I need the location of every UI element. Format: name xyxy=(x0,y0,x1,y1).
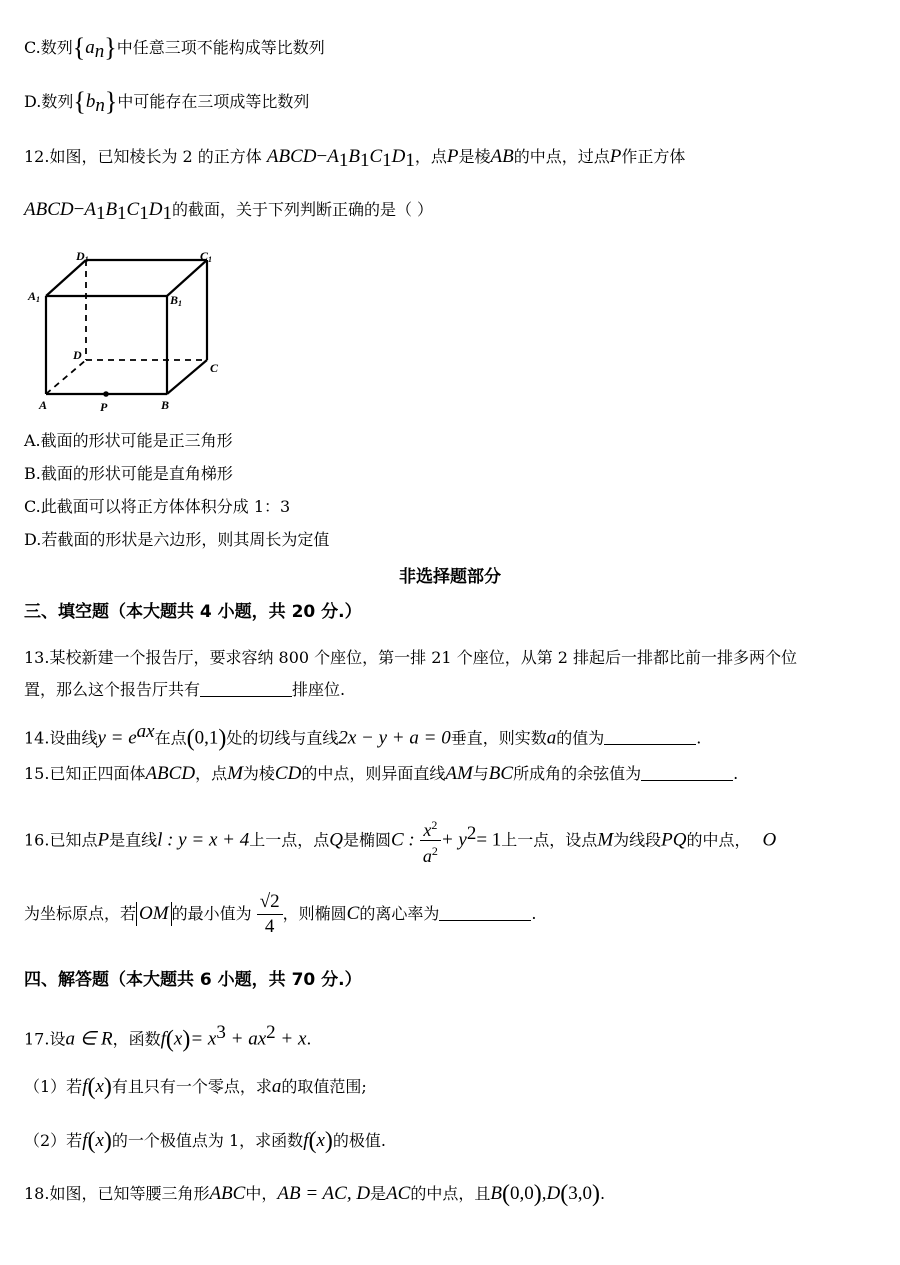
edge-a-d-hidden xyxy=(46,360,86,394)
q17-stem: 17.设a ∈ R，函数$f(x)= x^3 + ax^2 + x$. xyxy=(24,1022,312,1053)
label-a1: A1 xyxy=(28,289,41,304)
part4-heading: 四、解答题（本大题共 6 小题，共 70 分.） xyxy=(24,970,362,990)
q16-ellipse-fraction: $\frac{x^2}{a^2}$ xyxy=(420,815,441,866)
label-a: A xyxy=(39,398,48,412)
label-c: C xyxy=(210,361,219,375)
q16-line-2: 为坐标原点，若 OM 的最小值为 $\frac{√2}{4}$ ，则椭圆C的离心率为 . xyxy=(24,891,537,937)
q14-answer-blank[interactable] xyxy=(604,728,696,745)
q15-line: 15.已知正四面体ABCD，点M为棱CD的中点，则异面直线AM与BC所成角的余弦值为 . xyxy=(24,763,739,784)
edge-a1-d1 xyxy=(46,260,86,296)
q16-line-1: 16.已知点P是直线l : y = x + 4上一点，点Q是椭圆C : $\frac{x^2}{a^2}$ + $y^2= 1$上一点，设点M为线段PQ的中点， O xyxy=(24,812,776,856)
q11-option-d: D.数列$\{b_n\}$中可能存在三项成等比数列 xyxy=(24,87,310,117)
q12-option-d: D.若截面的形状是六边形，则其周长为定值 xyxy=(24,530,330,549)
q13-line-1: 13.某校新建一个报告厅，要求容纳 800 个座位，第一排 21 个座位，从第 2 排起后一排都比前一排多两个位 xyxy=(24,648,798,667)
label-b: B xyxy=(161,398,170,412)
q16-min-fraction: $\frac{√2}{4}$ xyxy=(257,890,283,939)
q18-stem: 18.如图，已知等腰三角形ABC中，AB = AC, D是AC的中点，且B(0,0),D(3,0). xyxy=(24,1181,606,1207)
label-p: P xyxy=(100,400,108,414)
q12-option-b: B.截面的形状可能是直角梯形 xyxy=(24,464,233,483)
label-b1: B1 xyxy=(170,293,183,308)
q14-line: 14.设曲线$y = e^{ax}$在点(0,1)处的切线与直线2x − y + a = 0垂直，则实数a的值为 . xyxy=(24,721,702,752)
q13-answer-blank[interactable] xyxy=(200,680,292,697)
q12-option-a: A.截面的形状可能是正三角形 xyxy=(24,431,233,450)
label-d: D xyxy=(73,348,82,362)
q12-line-1: 12.如图，已知棱长为 2 的正方体 $ABCD-A_1B_1C_1D_1$，点P是棱AB的中点，过点P作正方体 xyxy=(24,146,686,172)
cube-figure xyxy=(24,248,224,418)
part3-heading: 三、填空题（本大题共 4 小题，共 20 分.） xyxy=(24,602,362,622)
label-d1: D1 xyxy=(76,249,89,264)
edge-b1-c1 xyxy=(167,260,207,296)
section-title: 非选择题部分 xyxy=(399,567,501,587)
q11-option-c: C.数列$\{a_n\}$中任意三项不能构成等比数列 xyxy=(24,33,325,63)
label-c1: C1 xyxy=(200,249,213,264)
q12-line-2: $ABCD-A_1B_1C_1D_1$的截面，关于下列判断正确的是（ ） xyxy=(24,199,434,225)
edge-b-c xyxy=(167,360,207,394)
q17-part-2: （2）若f(x)的一个极值点为 1，求函数f(x)的极值. xyxy=(24,1128,386,1154)
q17-part-1: （1）若f(x)有且只有一个零点，求a的取值范围; xyxy=(24,1074,367,1100)
point-p xyxy=(103,391,109,397)
q16-answer-blank[interactable] xyxy=(439,904,531,921)
q12-option-c: C.此截面可以将正方体体积分成 1：3 xyxy=(24,497,291,516)
q13-line-2: 置，那么这个报告厅共有 排座位. xyxy=(24,680,346,699)
q15-answer-blank[interactable] xyxy=(641,764,733,781)
